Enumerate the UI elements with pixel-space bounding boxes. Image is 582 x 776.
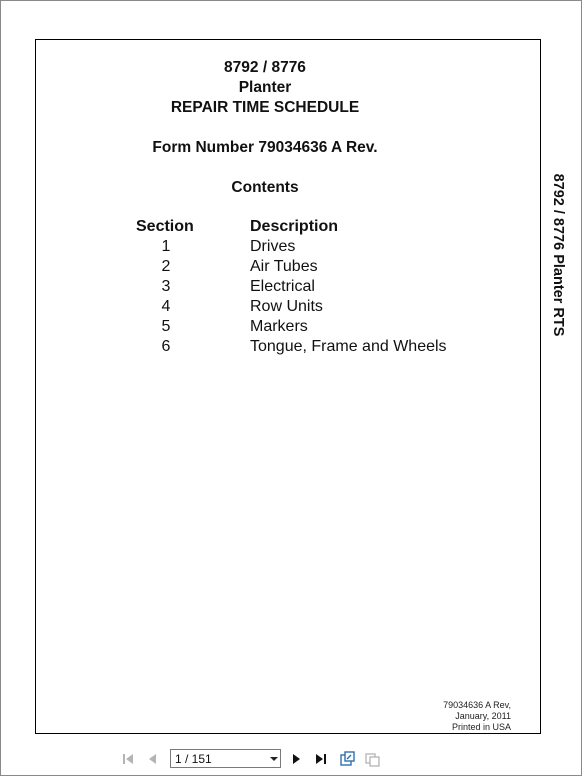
toc-row-section: 5 <box>161 318 171 335</box>
toc-row-section: 4 <box>161 298 171 315</box>
toc-row-description: Drives <box>250 238 296 255</box>
toc-row-section: 1 <box>161 238 171 255</box>
fit-page-button[interactable] <box>338 750 356 768</box>
toc-section-header: Section <box>136 218 194 235</box>
footer-printed: Printed in USA <box>451 722 511 732</box>
fit-page-icon <box>339 751 355 767</box>
toc-row-section: 6 <box>161 338 171 355</box>
last-page-icon <box>314 752 328 766</box>
next-page-icon <box>289 752 303 766</box>
toc-row-description: Row Units <box>250 298 323 315</box>
page-selector[interactable] <box>170 749 281 768</box>
toc-row-description: Air Tubes <box>250 258 318 275</box>
footer-block <box>443 700 511 733</box>
toc-row-description: Electrical <box>250 278 315 295</box>
viewer-toolbar <box>1 744 581 774</box>
model-title: 8792 / 8776 <box>224 59 306 76</box>
footer-date: January, 2011 <box>455 711 511 721</box>
first-page-button[interactable] <box>119 750 137 768</box>
toc-description-header: Description <box>250 218 339 235</box>
side-title: 8792 / 8776 Planter RTS <box>550 173 566 337</box>
window-icon <box>364 751 380 767</box>
previous-page-button[interactable] <box>144 750 162 768</box>
toc-row-description: Markers <box>250 318 308 335</box>
chevron-down-icon <box>268 756 280 762</box>
page-indicator: 1 / 151 <box>175 751 212 766</box>
toc-row-description: Tongue, Frame and Wheels <box>250 338 447 355</box>
footer-form-number: 79034636 A Rev, <box>443 700 511 710</box>
last-page-button[interactable] <box>312 750 330 768</box>
toc-row-section: 3 <box>161 278 171 295</box>
window-button[interactable] <box>363 750 381 768</box>
form-number: Form Number 79034636 A Rev. <box>152 139 378 156</box>
previous-page-icon <box>146 752 160 766</box>
toc-row-section: 2 <box>161 258 171 275</box>
contents-heading: Contents <box>231 179 299 196</box>
next-page-button[interactable] <box>287 750 305 768</box>
document-title: REPAIR TIME SCHEDULE <box>170 99 360 116</box>
first-page-icon <box>121 752 135 766</box>
product-title: Planter <box>238 79 292 96</box>
